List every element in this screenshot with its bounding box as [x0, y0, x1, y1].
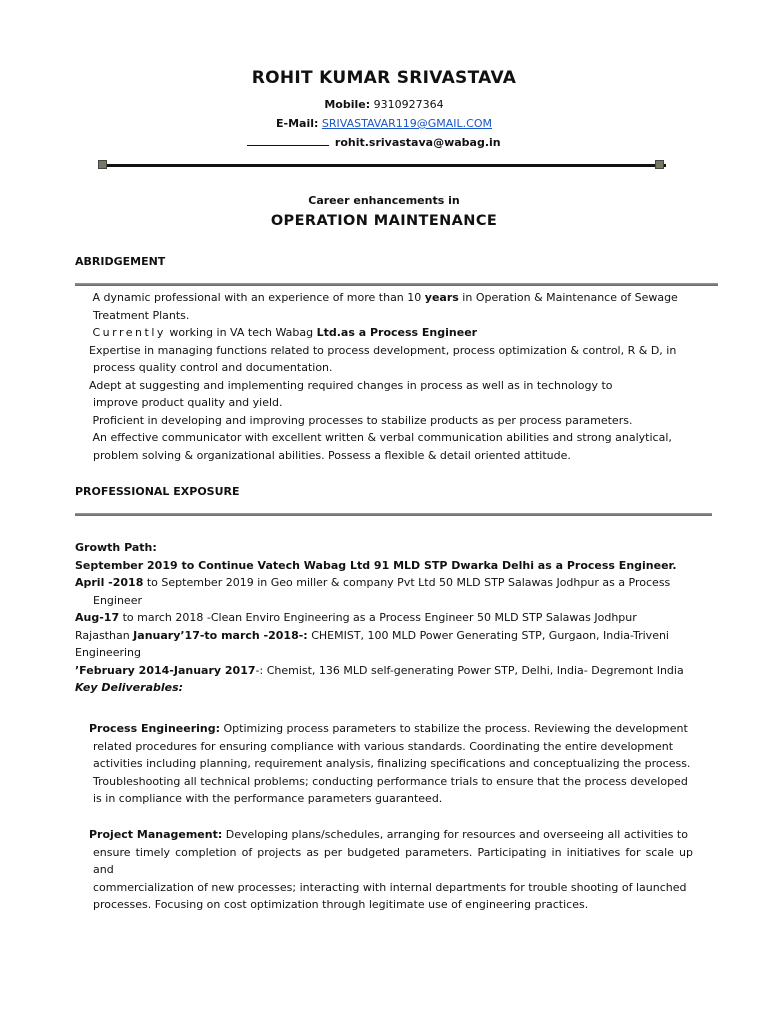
abridgement-heading: ABRIDGEMENT — [75, 255, 166, 268]
list-item: Adept at suggesting and implementing required changes in process as well as in technology to — [89, 378, 613, 392]
list-item: Expertise in managing functions related to process development, process optimization & control, R & D, in — [89, 343, 677, 357]
abridgement-rule — [75, 283, 718, 286]
list-item-continuation: improve product quality and yield. — [93, 396, 283, 409]
email-link[interactable]: SRIVASTAVAR119@GMAIL.COM — [321, 117, 492, 130]
exposure-rule — [75, 513, 712, 516]
email-alt-line — [0, 135, 758, 149]
divider-cap-right — [655, 160, 664, 169]
list-item: An effective communicator with excellent written & verbal communication abilities and strong analytical, — [92, 431, 672, 444]
career-title: OPERATION MAINTENANCE — [270, 213, 498, 229]
divider-cap-left — [98, 160, 107, 169]
list-item-continuation: Treatment Plants. — [93, 308, 190, 322]
growth-label: Growth Path: — [75, 541, 157, 554]
deliverable-project-management: Project Management: Developing plans/schedules, arranging for resources and overseeing all activities to ensure timely completion of projects as per budgeted parameters. Participating in initiatives for scale up and commercialization of new processes; interacting with internal departments for trouble shooting of launched processes. Focusing on cost optimization through legitimate use of engineering practices. — [89, 828, 693, 911]
underline-decoration — [247, 135, 329, 146]
mobile-line — [0, 98, 768, 111]
mobile-number: 9310927364 — [373, 98, 444, 111]
email-label: E-Mail: — [276, 117, 319, 130]
growth-path: Growth Path: September 2019 to Continue Vatech Wabag Ltd 91 MLD STP Dwarka Delhi as a Process Engineer. April -2018 to September 2019 in Geo miller & company Pvt Ltd 50 MLD STP Salawas Jodhpur as a Process Engineer Aug-17 to march 2018 -Clean Enviro Engineering as a Process Engineer 50 MLD STP Salawas Jodhpur Rajasthan January’17-to march -2018-: CHEMIST, 100 MLD Power Generating STP, Gurgaon, India-Triveni Engineering ’February 2014-January 2017-: Chemist, 136 MLD self-generating Power STP, Delhi, India- Degremont India Key Deliverables: — [75, 541, 684, 694]
list-item-continuation: process quality control and documentation. — [93, 361, 333, 374]
list-item: Currently working in VA tech Wabag Ltd.as a Process Engineer — [92, 326, 478, 339]
growth-line-1: September 2019 to Continue Vatech Wabag Ltd 91 MLD STP Dwarka Delhi as a Process Engineer. — [75, 558, 677, 572]
list-item: A dynamic professional with an experience of more than 10 years in Operation & Maintenance of Sewage — [92, 291, 678, 304]
mobile-label: Mobile: — [324, 98, 371, 111]
email-alt: rohit.srivastava@wabag.in — [334, 136, 501, 149]
list-item: Proficient in developing and improving processes to stabilize products as per process parameters. — [92, 413, 633, 427]
list-item-continuation: problem solving & organizational abilities. Possess a flexible & detail oriented attitude. — [93, 448, 571, 462]
abridgement-list — [75, 289, 715, 464]
deliverable-process-engineering: Process Engineering: Optimizing process parameters to stabilize the process. Reviewing the development related procedures for ensuring compliance with various standards. Coordinating the entire development activities including planning, requirement analysis, finalizing specifications and conceptualizing the process. Troubleshooting all technical problems; conducting performance trials to ensure that the process developed is in compliance with the performance parameters guaranteed. — [89, 722, 691, 805]
exposure-heading: PROFESSIONAL EXPOSURE — [75, 485, 240, 498]
header-divider — [98, 164, 666, 167]
deliverables-label: Key Deliverables: — [75, 681, 184, 694]
candidate-name: ROHIT KUMAR SRIVASTAVA — [251, 68, 517, 88]
email-line — [0, 117, 768, 130]
career-intro: Career enhancements in — [308, 194, 460, 207]
